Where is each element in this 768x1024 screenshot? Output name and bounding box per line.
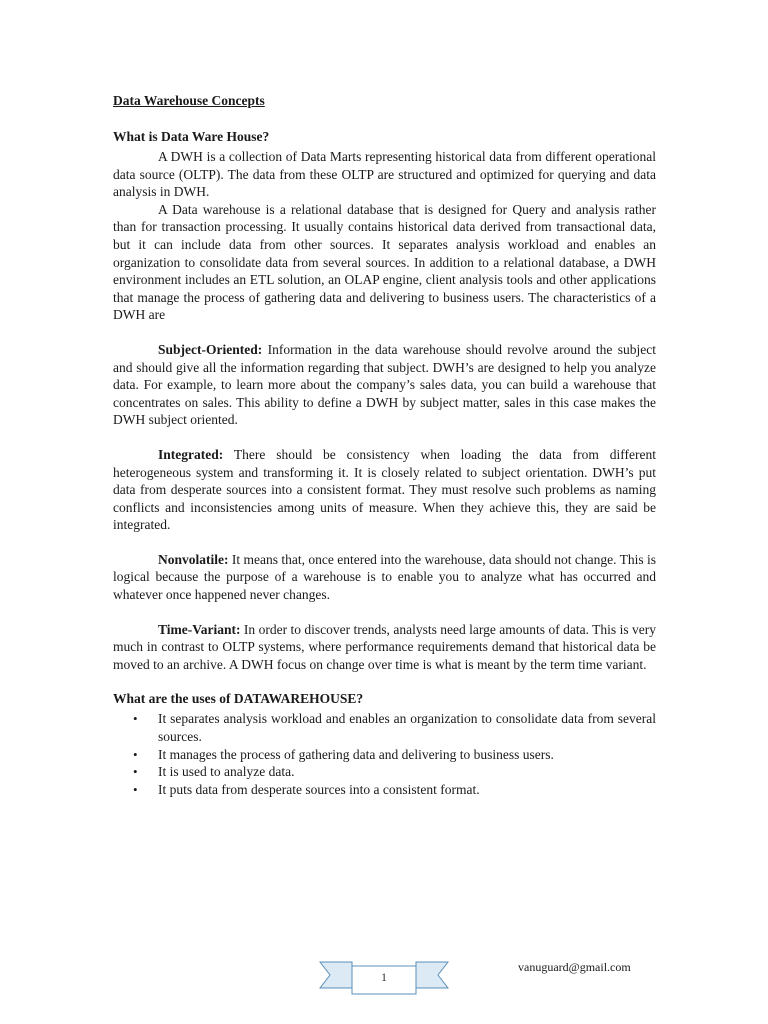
text-subject-oriented: Information in the data warehouse should revolve around the subject and should give all the information regarding that subject. DWH’s are designed to help you analyze data. For example, to learn more about the company’s sales data, you can build a warehouse that concentrates on sales. This ability to define a DWH by subject matter, sales in this case makes the DWH subject oriented. [113,341,656,428]
section-heading-what-is-dwh: What is Data Ware House? [113,129,270,144]
term-subject-oriented: Subject-Oriented: [158,341,263,357]
term-integrated: Integrated: [158,446,224,462]
term-time-variant: Time-Variant: [158,621,241,637]
text-nonvolatile: It means that, once entered into the warehouse, data should not change. This is logical because the purpose of a warehouse is to enable you to analyze what has occurred and whatever once happened never changes. [113,551,657,603]
footer-email: vanuguard@gmail.com [518,960,631,974]
paragraph-integrated [113,446,656,534]
document-body [113,92,656,798]
list-item-text: It manages the process of gathering data and delivering to business users. [158,746,554,762]
page-number: 1 [381,970,387,984]
bullet-icon: • [133,746,138,762]
document-title: Data Warehouse Concepts [113,93,265,108]
list-item-text: It separates analysis workload and enables an organization to consolidate data from several sources. [158,711,656,745]
bullet-icon: • [133,711,138,727]
bullet-icon: • [133,781,138,797]
list-item [113,763,656,781]
term-nonvolatile: Nonvolatile: [158,551,229,567]
paragraph-subject-oriented [113,341,656,429]
list-item [113,781,656,799]
text-integrated: There should be consistency when loading the data from different heterogeneous system and transforming it. It is closely related to subject orientation. DWH’s put data from desperate sources into a consistent format. They must resolve such problems as naming conflicts and inconsistencies among units of measure. When they achieve this, they are said be integrated. [113,446,656,533]
list-item-text: It is used to analyze data. [158,764,295,780]
section-heading-uses: What are the uses of DATAWAREHOUSE? [113,691,364,707]
text-time-variant: In order to discover trends, analysts need large amounts of data. This is very much in contrast to OLTP systems, where performance requirements demand that historical data be moved to an archive. A DWH focus on change over time is what is meant by the term time variant. [113,621,656,672]
list-item [113,710,656,745]
bullet-icon: • [133,764,138,780]
paragraph-dwh-definition: A DWH is a collection of Data Marts representing historical data from different operational data source (OLTP). The data from these OLTP are structured and optimized for querying and data analysis in DWH. [113,149,656,200]
list-item-text: It puts data from desperate sources into a consistent format. [158,781,480,797]
paragraph-data-warehouse-relational: A Data warehouse is a relational database that is designed for Query and analysis rather than for transaction processing. It usually contains historical data derived from transactional data, but it can include data from other sources. It separates analysis workload and enables an organization to consolidate data from several sources. In addition to a relational database, a DWH environment includes an ETL solution, an OLAP engine, client analysis tools and other applications that manage the process of gathering data and delivering to business users. The characteristics of a DWH are [113,201,656,323]
paragraph-time-variant [113,621,656,674]
list-item [113,746,656,764]
paragraph-nonvolatile [113,551,656,604]
uses-list [113,710,656,798]
